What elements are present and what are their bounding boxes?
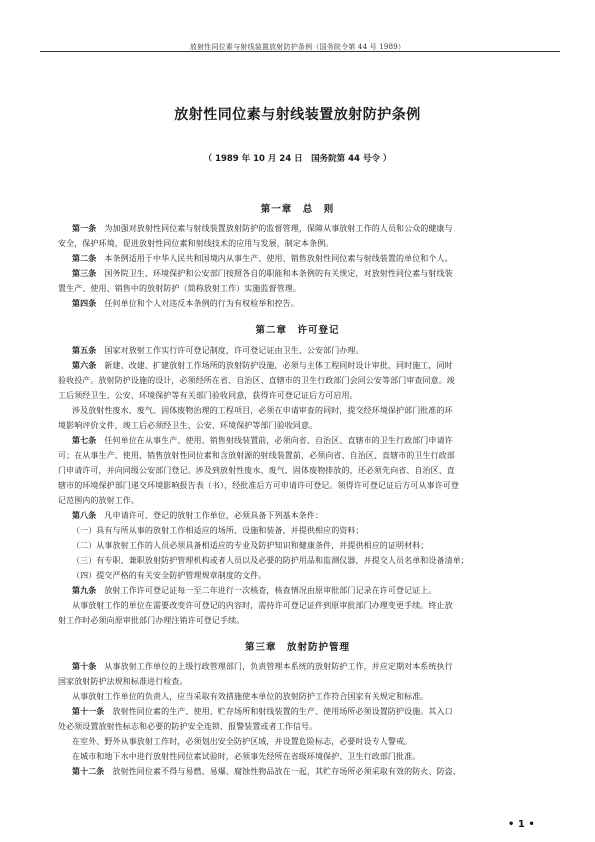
paragraph-line: [72, 361, 542, 371]
line-text: （二）从事放射工作的人员必须具备相适应的专业及防护知识和健康条件，并提供相应的证明材料；: [72, 541, 429, 550]
paragraph-line: [72, 601, 542, 611]
line-text: 本条例适用于中华人民共和国境内从事生产、使用、销售放射性同位素与射线装置的单位和个人。: [96, 254, 453, 263]
paragraph-line: [72, 767, 542, 777]
article-number: 第三条: [72, 269, 97, 278]
line-text: （一）具有与所从事的放射工作相适应的场所、设施和装备，并提供相应的资料；: [72, 526, 364, 535]
chapter-heading-3: 第三章 放射防护管理: [244, 642, 350, 653]
line-text: （三）有专职、兼职放射防护管理机构或者人员以及必要的防护用品和监测仪器，并提交人员名单和设备清单；: [72, 556, 469, 565]
line-text: 境影响评价文件，竣工后必须经卫生、公安、环境保护等部门验收同意。: [58, 421, 318, 430]
paragraph-line: [72, 752, 542, 762]
paragraph-line: [72, 269, 542, 279]
paragraph-line: [58, 722, 528, 732]
article-number: 第十条: [72, 662, 97, 671]
line-text: 涉及放射性废水、废气、固体废物治理的工程项目，必须在申请审查的同时，提交经环境保护部门批准的环: [72, 406, 453, 415]
paragraph-line: [58, 239, 528, 249]
line-text: 放射工作许可登记证每一至二年进行一次核查，核查情况由原审批部门记录在许可登记证上。: [96, 586, 437, 595]
line-text: 从事放射工作单位的负责人，应当采取有效措施使本单位的放射防护工作符合国家有关规定和标准。: [72, 692, 429, 701]
paragraph-line: [72, 511, 542, 521]
paragraph-line: [72, 224, 542, 234]
paragraph-line: [58, 376, 528, 386]
article-number: 第九条: [72, 586, 97, 595]
paragraph-line: [58, 391, 528, 401]
document-title: 放射性同位素与射线装置放射防护条例: [174, 107, 421, 123]
line-text: 从事放射工作的单位在需要改变许可登记的内容时，需持许可登记证件到原审批部门办理变更手续。终止放: [72, 601, 453, 610]
article-number: 第四条: [72, 299, 97, 308]
paragraph-line: [72, 737, 542, 747]
chapter-heading-2: 第二章 许可登记: [255, 325, 340, 336]
paragraph-line: [58, 616, 528, 626]
page-number: • 1 •: [508, 819, 535, 830]
paragraph-line: [72, 436, 542, 446]
paragraph-line: [72, 346, 542, 356]
line-text: 从事放射工作单位的上级行政管理部门，负责管理本系统的放射防护工作，并应定期对本系统执行: [96, 662, 453, 671]
paragraph-line: [72, 299, 542, 309]
line-text: 放射性同位素不得与易燃、易爆、腐蚀性物品放在一起，其贮存场所必须采取有效的防火、防盗、: [104, 767, 461, 776]
line-text: 国家对放射工作实行许可登记制度，许可登记证由卫生、公安部门办理。: [96, 346, 364, 355]
article-number: 第八条: [72, 511, 97, 520]
line-text: （四）提交严格的有关安全防护管理规章制度的文件。: [72, 571, 267, 580]
line-text: 可；在从事生产、使用、销售放射性同位素和含放射源的射线装置前，必须向省、自治区、直辖市的卫生行政部: [58, 451, 455, 460]
line-text: 验收投产。放射防护设施的设计，必须经所在省、自治区、直辖市的卫生行政部门会同公安等部门审查同意。竣: [58, 376, 455, 385]
header-rule: [40, 51, 560, 52]
paragraph-line: [58, 421, 528, 431]
running-header: [0, 0, 595, 50]
list-item: [72, 556, 542, 566]
paragraph-line: [72, 586, 542, 596]
paragraph-line: [58, 451, 528, 461]
line-text: 为加强对放射性同位素与射线装置放射防护的监督管理，保障从事放射工作的人员和公众的健康与: [96, 224, 453, 233]
document-subtitle: （ 1989 年 10 月 24 日 国务院第 44 号令 ）: [203, 154, 392, 164]
line-text: 工后须经卫生、公安、环境保护等有关部门验收同意，获得许可登记证后方可启用。: [58, 391, 358, 400]
line-text: 任何单位和个人对违反本条例的行为有权检举和控告。: [96, 299, 299, 308]
article-number: 第十一条: [72, 707, 105, 716]
line-text: 放射性同位素的生产、使用、贮存场所和射线装置的生产、使用场所必须设置防护设施。其入口: [104, 707, 453, 716]
line-text: 记范围内的放射工作。: [58, 496, 139, 505]
line-text: 置生产、使用、销售中的放射防护（简称放射工作）实施监督管理。: [58, 284, 301, 293]
line-text: 处必须设置放射性标志和必要的防护安全连锁、报警装置或者工作信号。: [58, 722, 318, 731]
paragraph-line: [58, 466, 528, 476]
article-number: 第十二条: [72, 767, 105, 776]
list-item: [72, 541, 542, 551]
paragraph-line: [58, 677, 528, 687]
paragraph-line: [72, 707, 542, 717]
line-text: 凡申请许可、登记的放射工作单位，必须具备下列基本条件：: [96, 511, 324, 520]
paragraph-line: [72, 254, 542, 264]
line-text: 门申请许可，并向同级公安部门登记。涉及到放射性废水、废气、固体废物排放的，还必须先向省、自治区、直: [58, 466, 455, 475]
line-text: 国务院卫生、环境保护和公安部门按照各自的职能和本条例的有关规定，对放射性同位素与射线装: [96, 269, 453, 278]
paragraph-line: [72, 692, 542, 702]
article-number: 第七条: [72, 436, 97, 445]
line-text: 新建、改建、扩建放射工作场所的放射防护设施，必须与主体工程同时设计审批，同时施工，同时: [96, 361, 453, 370]
paragraph-line: [72, 406, 542, 416]
line-text: 在城市和地下水中进行放射性同位素试验时，必须事先经所在省级环境保护、卫生行政部门批准。: [72, 752, 421, 761]
running-header-title: 放射性同位素与射线装置放射防护条例（国务院令第 44 号 1989）: [189, 43, 406, 51]
paragraph-line: [58, 496, 528, 506]
paragraph-line: [72, 662, 542, 672]
article-number: 第一条: [72, 224, 97, 233]
line-text: 射工作时必须向原审批部门办理注销许可登记手续。: [58, 616, 245, 625]
paragraph-line: [58, 481, 528, 491]
line-text: 安全，保护环境，促进放射性同位素和射线技术的应用与发展，制定本条例。: [58, 239, 334, 248]
paragraph-line: [58, 284, 528, 294]
line-text: 国家放射防护法规和标准进行检查。: [58, 677, 188, 686]
line-text: 在室外、野外从事放射工作时，必须划出安全防护区域，并设置危险标志，必要时设专人警戒。: [72, 737, 413, 746]
line-text: 任何单位在从事生产、使用、销售射线装置前，必须向省、自治区、直辖市的卫生行政部门申请许: [96, 436, 453, 445]
line-text: 辖市的环境保护部门递交环境影响报告表（书），经批准后方可申请许可登记。领得许可登记证后方可从事许可登: [58, 481, 459, 490]
list-item: [72, 526, 542, 536]
article-number: 第六条: [72, 361, 97, 370]
article-number: 第五条: [72, 346, 97, 355]
article-number: 第二条: [72, 254, 97, 263]
list-item: [72, 571, 542, 581]
chapter-heading-1: 第一章 总 则: [260, 204, 335, 215]
